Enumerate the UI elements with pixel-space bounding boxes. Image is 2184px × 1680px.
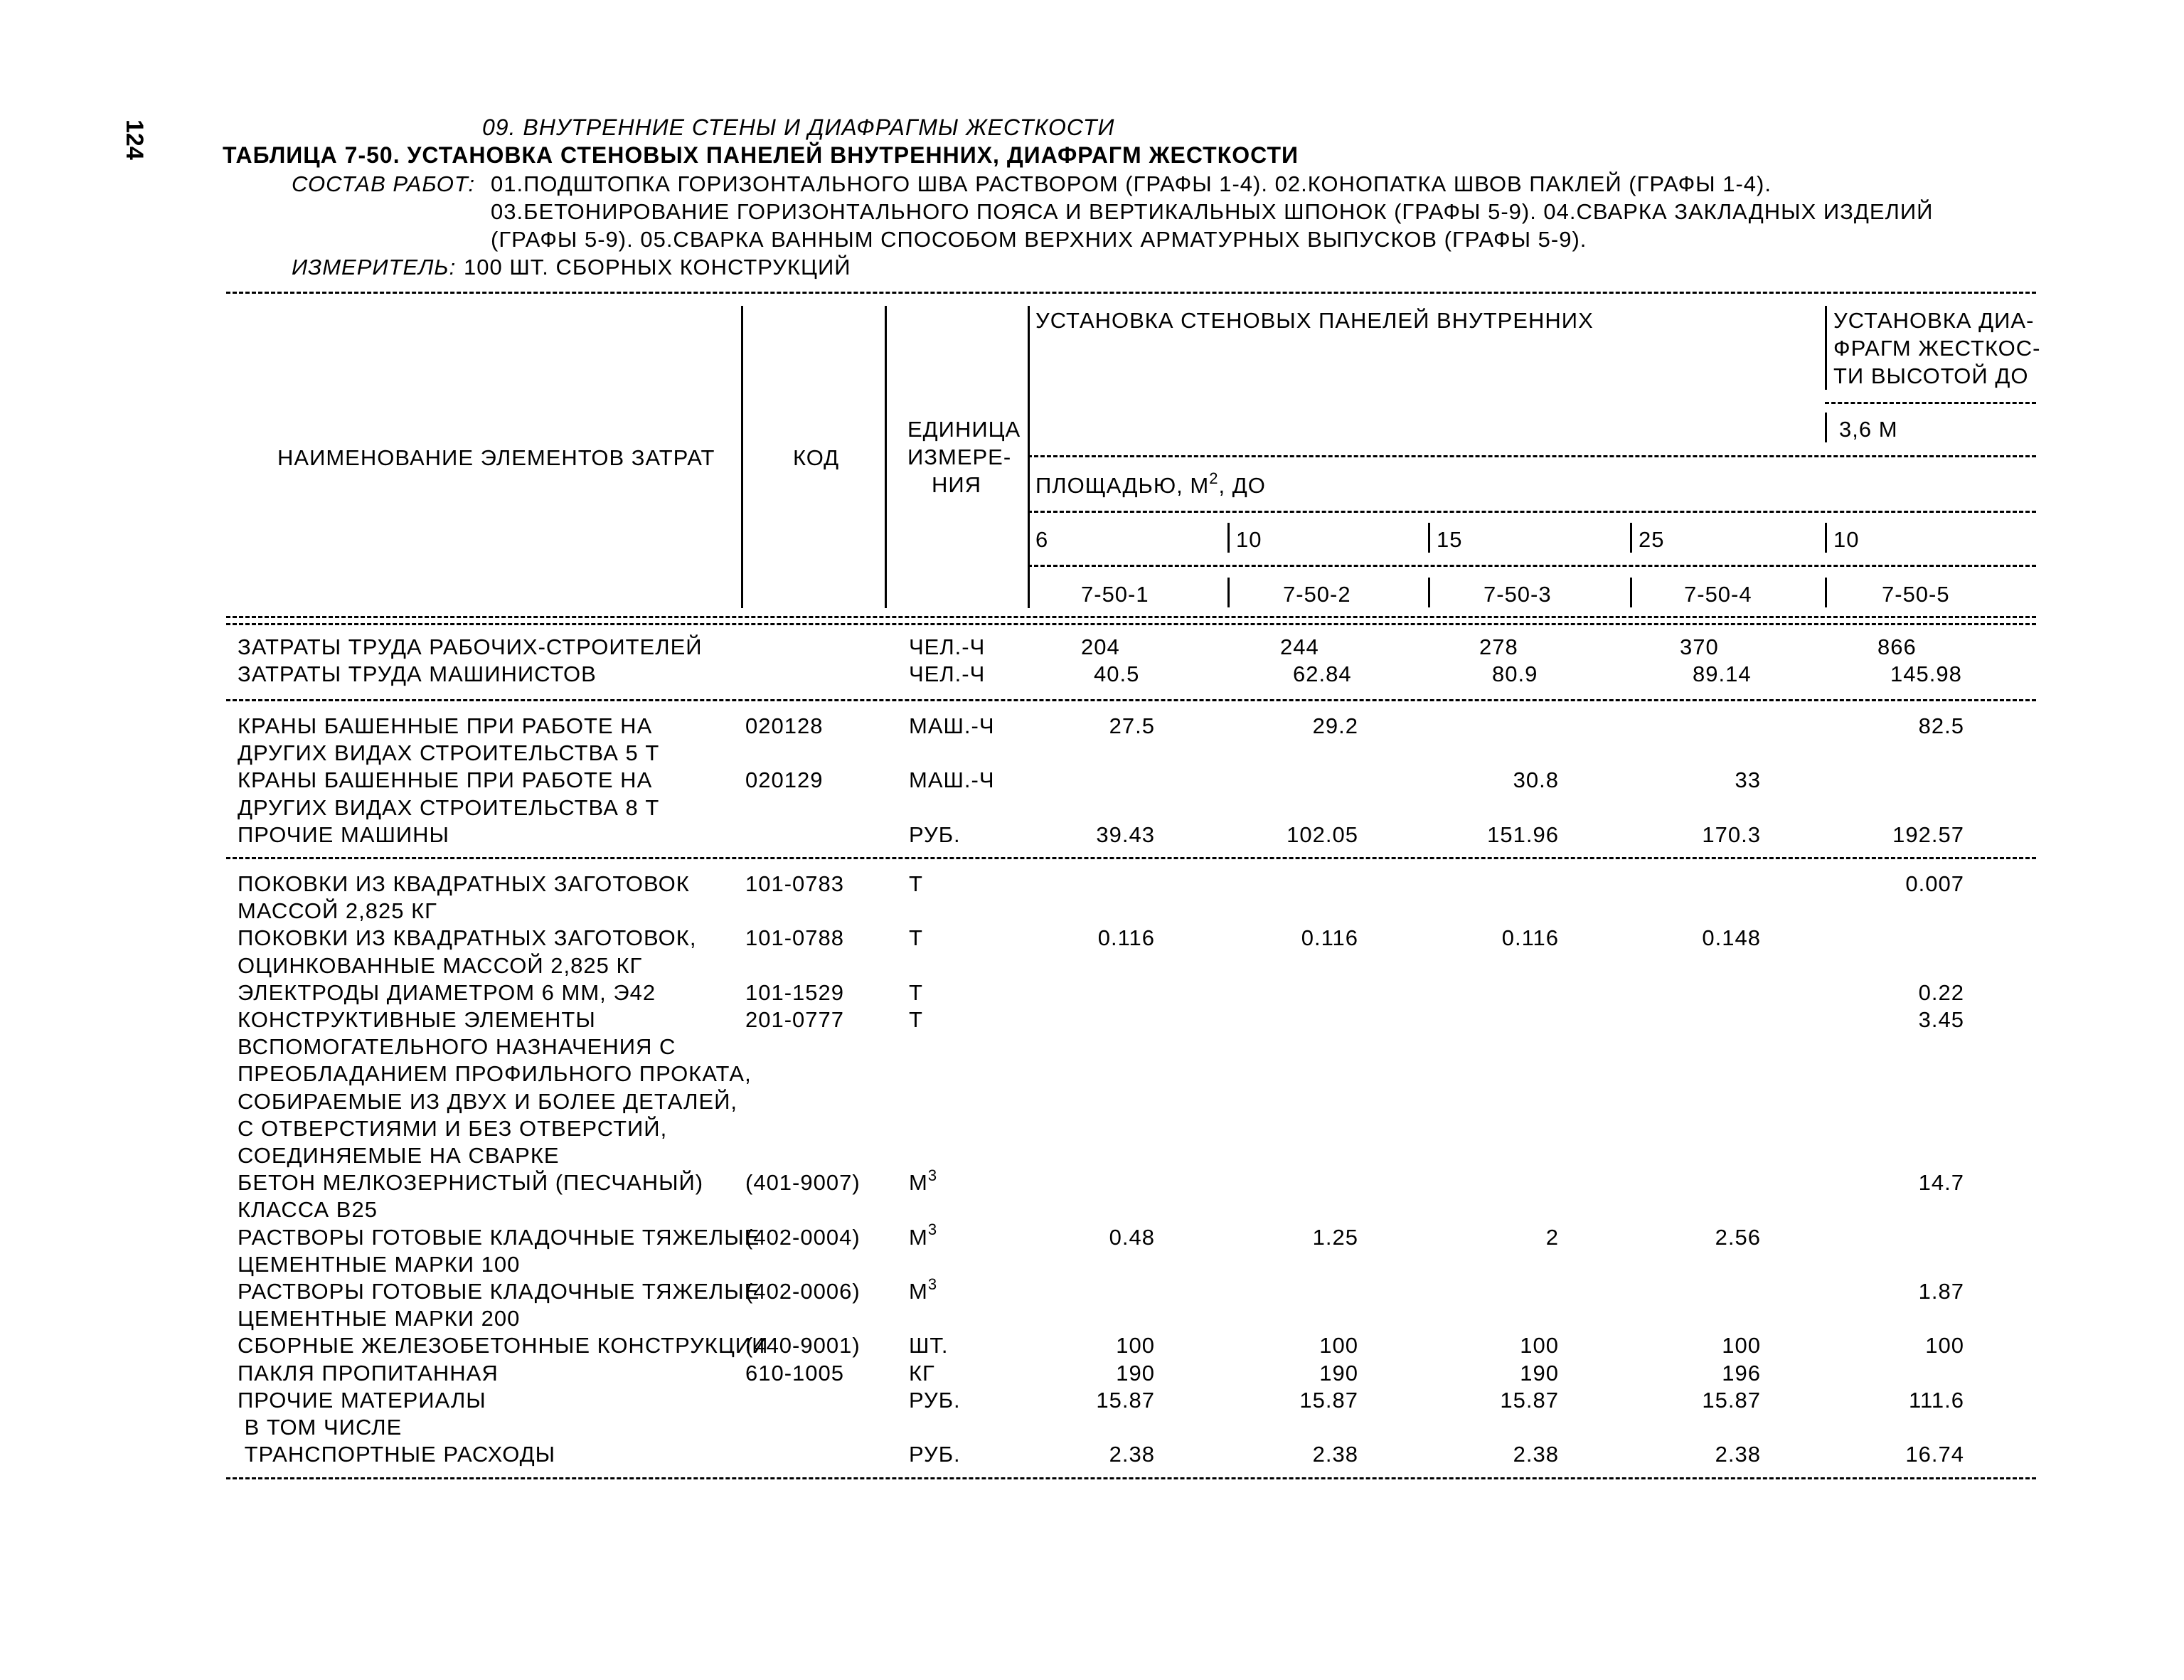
row-name-line: КРАНЫ БАШЕННЫЕ ПРИ РАБОТЕ НА <box>238 713 653 738</box>
machines-bottom-rule <box>226 857 2036 859</box>
code-sep-3 <box>1428 578 1430 607</box>
row-unit: ШТ. <box>909 1333 949 1359</box>
row-name-line: ПРОЧИЕ МАШИНЫ <box>238 822 449 847</box>
row-value-4: 15.87 <box>1702 1387 1761 1413</box>
row-value-5: 100 <box>1925 1333 1964 1359</box>
row-unit: РУБ. <box>909 1442 961 1467</box>
section-title: 09. ВНУТРЕННИЕ СТЕНЫ И ДИАФРАГМЫ ЖЕСТКОСТИ <box>482 115 1115 140</box>
labor-value-1: 40.5 <box>1094 661 1140 687</box>
row-value-4: 0.148 <box>1702 925 1761 951</box>
row-name-line: ПОКОВКИ ИЗ КВАДРАТНЫХ ЗАГОТОВОК, <box>238 925 697 951</box>
row-value-1: 100 <box>1116 1333 1155 1359</box>
row-value-1: 27.5 <box>1109 713 1155 738</box>
row-value-5: 111.6 <box>1909 1387 1964 1413</box>
row-unit: Т <box>909 871 923 896</box>
code-7-50-2: 7-50-2 <box>1283 582 1351 607</box>
row-name-line: КРАНЫ БАШЕННЫЕ ПРИ РАБОТЕ НА <box>238 767 653 793</box>
row-name-line: РАСТВОРЫ ГОТОВЫЕ КЛАДОЧНЫЕ ТЯЖЕЛЫЕ <box>238 1224 760 1250</box>
col-header-unit-3: НИЯ <box>932 472 982 497</box>
labor-value-4: 89.14 <box>1693 661 1752 687</box>
row-code: (402-0004) <box>745 1224 861 1250</box>
row-code: (402-0006) <box>745 1279 861 1304</box>
row-value-4: 196 <box>1722 1360 1761 1386</box>
code-col-sep <box>741 306 743 608</box>
row-value-3: 2.38 <box>1513 1442 1559 1467</box>
row-name-line: МАССОЙ 2,825 КГ <box>238 898 437 924</box>
group-header-diaphragm-3: ТИ ВЫСОТОЙ ДО <box>1833 363 2029 388</box>
code-sep-5 <box>1825 578 1827 607</box>
row-name-line: С ОТВЕРСТИЯМИ И БЕЗ ОТВЕРСТИЙ, <box>238 1115 668 1141</box>
size-10-diaphragm: 10 <box>1833 527 1860 552</box>
row-name-line: ПРЕОБЛАДАНИЕМ ПРОФИЛЬНОГО ПРОКАТА, <box>238 1061 752 1087</box>
col-header-code: КОД <box>793 445 840 470</box>
labor-value-5: 145.98 <box>1890 661 1962 687</box>
row-name-line: ЭЛЕКТРОДЫ ДИАМЕТРОМ 6 ММ, Э42 <box>238 979 656 1005</box>
header-bottom-rule-2 <box>226 623 2036 625</box>
col-header-name: НАИМЕНОВАНИЕ ЭЛЕМЕНТОВ ЗАТРАТ <box>277 445 715 470</box>
row-value-2: 29.2 <box>1312 713 1358 738</box>
row-name-line: ЦЕМЕНТНЫЕ МАРКИ 100 <box>238 1251 521 1277</box>
row-value-1: 2.38 <box>1109 1442 1155 1467</box>
row-name-line: БЕТОН МЕЛКОЗЕРНИСТЫЙ (ПЕСЧАНЫЙ) <box>238 1170 704 1196</box>
row-name-line: ОЦИНКОВАННЫЕ МАССОЙ 2,825 КГ <box>238 952 643 978</box>
row-value-2: 2.38 <box>1312 1442 1358 1467</box>
row-value-5: 82.5 <box>1918 713 1964 738</box>
col-header-unit-1: ЕДИНИЦА <box>907 417 1021 442</box>
row-value-1: 39.43 <box>1096 822 1155 847</box>
row-value-4: 33 <box>1735 767 1761 793</box>
row-unit: МАШ.-Ч <box>909 767 995 793</box>
labor-value-4: 370 <box>1680 634 1719 659</box>
labor-row-name: ЗАТРАТЫ ТРУДА МАШИНИСТОВ <box>238 661 597 687</box>
row-code: 101-1529 <box>745 979 845 1005</box>
area-rule <box>1028 511 2036 513</box>
labor-value-2: 244 <box>1280 634 1319 659</box>
row-code: 610-1005 <box>745 1360 845 1386</box>
table-title: ТАБЛИЦА 7-50. УСТАНОВКА СТЕНОВЫХ ПАНЕЛЕЙ ВНУТРЕННИХ, ДИАФРАГМ ЖЕСТКОСТИ <box>223 142 1299 168</box>
row-name-line: СОБИРАЕМЫЕ ИЗ ДВУХ И БОЛЕЕ ДЕТАЛЕЙ, <box>238 1088 738 1114</box>
values-col-sep <box>1028 306 1030 608</box>
measure-label: ИЗМЕРИТЕЛЬ: <box>292 255 457 280</box>
row-value-3: 30.8 <box>1513 767 1559 793</box>
row-code: (440-9001) <box>745 1333 861 1359</box>
size-10: 10 <box>1236 527 1262 552</box>
row-unit: $М^3$ <box>909 1275 938 1304</box>
row-unit: Т <box>909 979 923 1005</box>
row-name-line: СОЕДИНЯЕМЫЕ НА СВАРКЕ <box>238 1143 560 1168</box>
code-7-50-5: 7-50-5 <box>1882 582 1950 607</box>
size-sep-4 <box>1630 523 1632 553</box>
row-name-line: КОНСТРУКТИВНЫЕ ЭЛЕМЕНТЫ <box>238 1007 596 1032</box>
row-value-5: 3.45 <box>1918 1007 1964 1032</box>
row-value-3: 15.87 <box>1500 1387 1559 1413</box>
size-15: 15 <box>1437 527 1463 552</box>
row-value-2: 100 <box>1319 1333 1358 1359</box>
row-value-1: 15.87 <box>1096 1387 1155 1413</box>
row-value-2: 190 <box>1319 1360 1358 1386</box>
row-value-5: 192.57 <box>1892 822 1964 847</box>
row-name-line: ТРАНСПОРТНЫЕ РАСХОДЫ <box>238 1442 556 1467</box>
size-sep-3 <box>1428 523 1430 553</box>
row-value-2: 1.25 <box>1312 1224 1358 1250</box>
row-unit: $М^3$ <box>909 1166 938 1196</box>
table-top-rule <box>226 292 2036 294</box>
row-code: 020129 <box>745 767 824 793</box>
group2-sep-a <box>1825 306 1827 390</box>
unit-col-sep <box>885 306 887 608</box>
row-code: 101-0783 <box>745 871 845 896</box>
group2-height-rule <box>1825 402 2036 404</box>
row-value-5: 0.007 <box>1905 871 1964 896</box>
row-value-3: 0.116 <box>1501 925 1559 951</box>
row-unit: РУБ. <box>909 1387 961 1413</box>
labor-value-5: 866 <box>1877 634 1917 659</box>
row-value-5: 0.22 <box>1918 979 1964 1005</box>
row-unit: МАШ.-Ч <box>909 713 995 738</box>
composition-line-2: 03.БЕТОНИРОВАНИЕ ГОРИЗОНТАЛЬНОГО ПОЯСА И ВЕРТИКАЛЬНЫХ ШПОНОК (ГРАФЫ 5-9). 04.СВАРКА ЗАКЛАДНЫХ ИЗДЕЛИЙ <box>491 199 1934 224</box>
row-name-line: ДРУГИХ ВИДАХ СТРОИТЕЛЬСТВА 5 Т <box>238 740 660 766</box>
row-unit: ЧЕЛ.-Ч <box>909 661 986 687</box>
row-unit: РУБ. <box>909 822 961 847</box>
size-sep-5 <box>1825 523 1827 553</box>
row-code: 020128 <box>745 713 824 738</box>
row-name-line: РАСТВОРЫ ГОТОВЫЕ КЛАДОЧНЫЕ ТЯЖЕЛЫЕ <box>238 1279 760 1304</box>
row-value-1: 0.116 <box>1097 925 1155 951</box>
area-header: ПЛОЩАДЬЮ, $М^2$, ДО <box>1035 469 1266 498</box>
row-name-line: ПАКЛЯ ПРОПИТАННАЯ <box>238 1360 499 1386</box>
size-25: 25 <box>1639 527 1665 552</box>
measure-value: 100 ШТ. СБОРНЫХ КОНСТРУКЦИЙ <box>464 255 851 280</box>
row-name-line: ПРОЧИЕ МАТЕРИАЛЫ <box>238 1387 486 1413</box>
size-6: 6 <box>1035 527 1049 552</box>
row-value-5: 1.87 <box>1918 1279 1964 1304</box>
row-code: 201-0777 <box>745 1007 845 1032</box>
row-value-1: 190 <box>1116 1360 1155 1386</box>
row-unit: ЧЕЛ.-Ч <box>909 634 986 659</box>
row-code: 101-0788 <box>745 925 845 951</box>
row-value-2: 0.116 <box>1301 925 1358 951</box>
composition-line-3: (ГРАФЫ 5-9). 05.СВАРКА ВАННЫМ СПОСОБОМ ВЕРХНИХ АРМАТУРНЫХ ВЫПУСКОВ (ГРАФЫ 5-9). <box>491 227 1587 252</box>
group-header-diaphragm-2: ФРАГМ ЖЕСТКОС- <box>1833 336 2041 361</box>
group2-sep-b <box>1825 413 1827 442</box>
row-name-line: В ТОМ ЧИСЛЕ <box>238 1415 403 1440</box>
sizes-rule <box>1028 565 2036 567</box>
row-value-4: 170.3 <box>1702 822 1761 847</box>
row-unit: $М^3$ <box>909 1221 938 1250</box>
row-value-1: 0.48 <box>1109 1224 1155 1250</box>
row-value-4: 2.38 <box>1715 1442 1761 1467</box>
group-header-height: 3,6 М <box>1839 417 1898 442</box>
row-name-line: ПОКОВКИ ИЗ КВАДРАТНЫХ ЗАГОТОВОК <box>238 871 690 896</box>
labor-value-3: 278 <box>1479 634 1518 659</box>
row-value-3: 190 <box>1520 1360 1559 1386</box>
code-sep-4 <box>1630 578 1632 607</box>
code-sep-2 <box>1227 578 1230 607</box>
row-value-5: 16.74 <box>1905 1442 1964 1467</box>
group-header-diaphragm-1: УСТАНОВКА ДИА- <box>1833 308 2035 333</box>
row-value-3: 151.96 <box>1487 822 1559 847</box>
header-bottom-rule <box>226 616 2036 618</box>
group-header-panels: УСТАНОВКА СТЕНОВЫХ ПАНЕЛЕЙ ВНУТРЕННИХ <box>1035 308 1594 333</box>
labor-value-3: 80.9 <box>1492 661 1538 687</box>
code-7-50-1: 7-50-1 <box>1081 582 1149 607</box>
labor-value-2: 62.84 <box>1293 661 1352 687</box>
code-7-50-3: 7-50-3 <box>1483 582 1552 607</box>
row-value-4: 2.56 <box>1715 1224 1761 1250</box>
row-value-2: 15.87 <box>1299 1387 1358 1413</box>
group-rule <box>1028 455 2036 457</box>
row-unit: Т <box>909 1007 923 1032</box>
row-unit: КГ <box>909 1360 935 1386</box>
row-name-line: СБОРНЫЕ ЖЕЛЕЗОБЕТОННЫЕ КОНСТРУКЦИИ <box>238 1333 769 1359</box>
row-value-3: 2 <box>1545 1224 1559 1250</box>
size-sep-2 <box>1227 523 1230 553</box>
code-7-50-4: 7-50-4 <box>1684 582 1752 607</box>
row-value-3: 100 <box>1520 1333 1559 1359</box>
labor-row-name: ЗАТРАТЫ ТРУДА РАБОЧИХ-СТРОИТЕЛЕЙ <box>238 634 703 659</box>
row-name-line: ДРУГИХ ВИДАХ СТРОИТЕЛЬСТВА 8 Т <box>238 794 660 820</box>
row-unit: Т <box>909 925 923 951</box>
row-value-2: 102.05 <box>1287 822 1358 847</box>
labor-bottom-rule <box>226 699 2036 701</box>
table-bottom-rule <box>226 1477 2036 1479</box>
row-name-line: КЛАССА В25 <box>238 1197 378 1223</box>
composition-line-1: 01.ПОДШТОПКА ГОРИЗОНТАЛЬНОГО ШВА РАСТВОРОМ (ГРАФЫ 1-4). 02.КОНОПАТКА ШВОВ ПАКЛЕЙ (ГРАФЫ 1-4). <box>491 171 1772 196</box>
row-value-4: 100 <box>1722 1333 1761 1359</box>
row-value-5: 14.7 <box>1918 1170 1964 1196</box>
page-number: 124 <box>121 119 148 160</box>
row-name-line: ЦЕМЕНТНЫЕ МАРКИ 200 <box>238 1306 521 1331</box>
row-code: (401-9007) <box>745 1170 861 1196</box>
composition-label: СОСТАВ РАБОТ: <box>292 171 476 196</box>
col-header-unit-2: ИЗМЕРЕ- <box>907 445 1012 469</box>
row-name-line: ВСПОМОГАТЕЛЬНОГО НАЗНАЧЕНИЯ С <box>238 1034 676 1060</box>
labor-value-1: 204 <box>1081 634 1120 659</box>
